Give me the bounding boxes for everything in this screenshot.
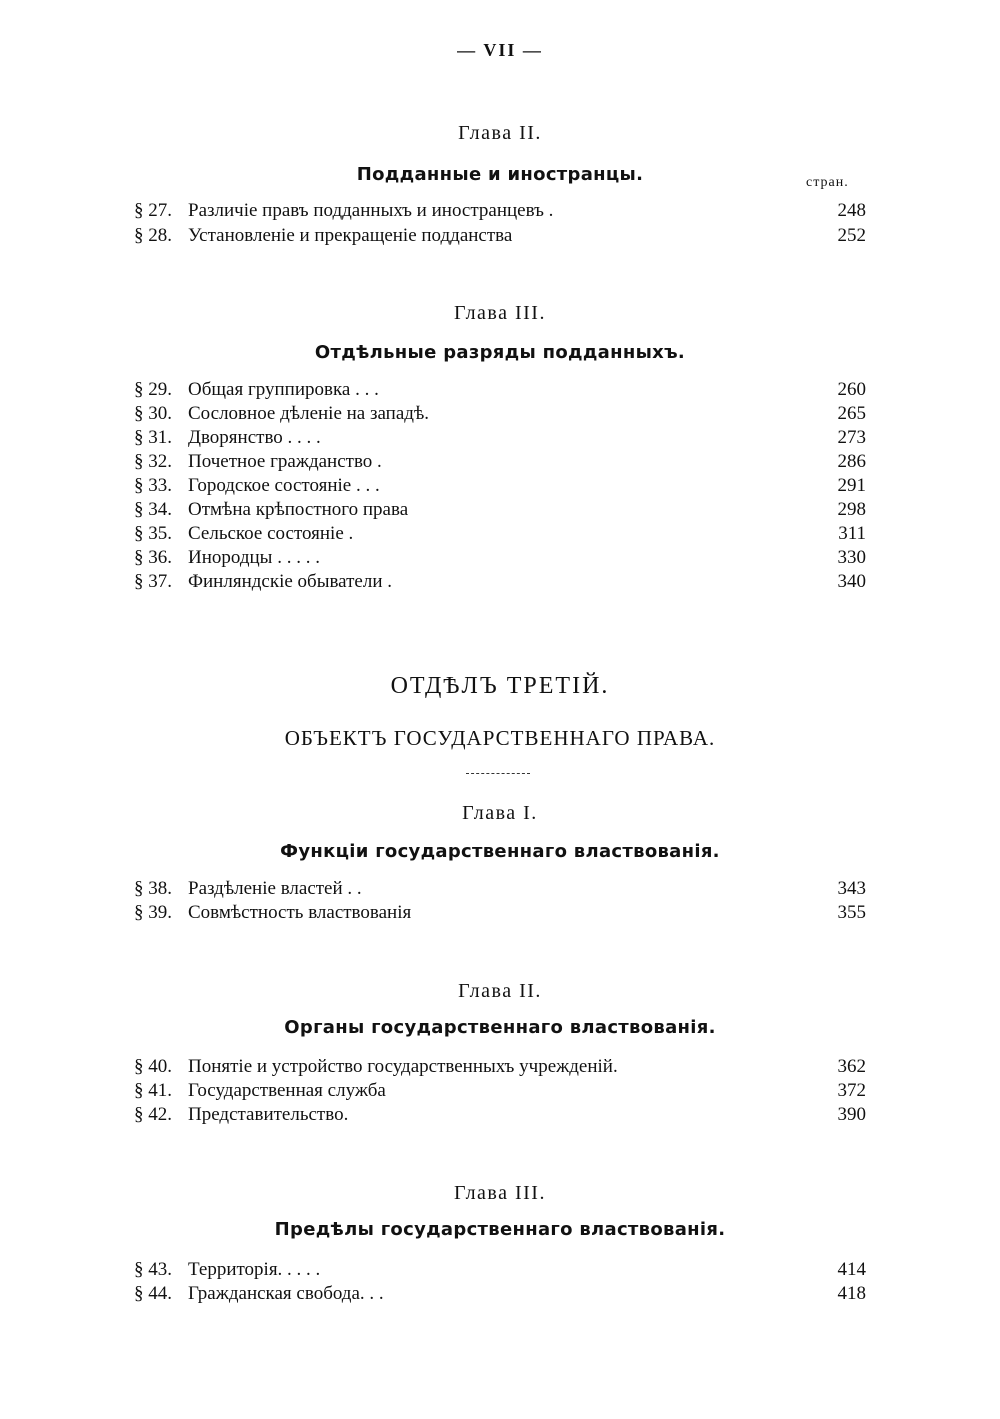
- part-subtitle: ОБЪЕКТЪ ГОСУДАРСТВЕННАГО ПРАВА.: [284, 726, 716, 750]
- toc-entry: [134, 224, 866, 248]
- page-number: — VII —: [457, 40, 543, 60]
- section-number: § 43.: [134, 1259, 172, 1280]
- toc-entry: [134, 199, 866, 223]
- chapter-heading: Подданные и иностранцы.: [356, 164, 644, 185]
- toc-entry: [134, 1055, 866, 1079]
- section-page: 265: [837, 403, 866, 424]
- section-title: Сословное дѣленіе на западѣ.: [188, 403, 430, 424]
- toc-entry: [134, 546, 866, 570]
- section-title: Совмѣстность властвованія: [188, 902, 412, 923]
- section-title: Общая группировка . . .: [188, 379, 379, 400]
- section-number: § 30.: [134, 403, 172, 424]
- chapter-title: Глава II.: [458, 122, 542, 144]
- section-number: § 28.: [134, 225, 172, 246]
- toc-entry: [134, 1103, 866, 1127]
- section-number: § 33.: [134, 475, 172, 496]
- section-page: 286: [837, 451, 866, 472]
- section-page: 414: [837, 1259, 866, 1280]
- section-page: 340: [837, 571, 866, 592]
- section-number: § 36.: [134, 547, 172, 568]
- section-page: 252: [837, 225, 866, 246]
- section-page: 273: [837, 427, 866, 448]
- section-page: 248: [837, 200, 866, 221]
- section-title: Почетное гражданство .: [188, 451, 382, 472]
- section-number: § 44.: [134, 1283, 172, 1304]
- section-page: 372: [837, 1080, 866, 1101]
- section-title: Городское состояніе . . .: [188, 475, 380, 496]
- section-page: 330: [837, 547, 866, 568]
- chapter-heading: Функціи государственнаго властвованія.: [280, 841, 720, 862]
- section-number: § 39.: [134, 902, 172, 923]
- toc-entry: [134, 498, 866, 522]
- section-number: § 27.: [134, 200, 172, 221]
- toc-entry: [134, 1282, 866, 1306]
- section-page: 418: [837, 1283, 866, 1304]
- section-page: 355: [837, 902, 866, 923]
- section-title: Установленіе и прекращеніе подданства: [188, 225, 513, 246]
- section-title: Гражданская свобода. . .: [188, 1283, 384, 1304]
- section-title: Государственная служба: [188, 1080, 386, 1101]
- part-title: ОТДѢЛЪ ТРЕТІЙ.: [390, 673, 610, 699]
- section-title: Финляндскіе обыватели .: [188, 571, 393, 592]
- divider: [466, 773, 530, 774]
- section-title: Территорія. . . . .: [188, 1259, 321, 1280]
- section-page: 260: [837, 379, 866, 400]
- section-title: Различіе правъ подданныхъ и иностранцевъ .: [188, 200, 554, 221]
- toc-entry: [134, 877, 866, 901]
- section-number: § 29.: [134, 379, 172, 400]
- toc-entry: [134, 1258, 866, 1282]
- toc-entry: [134, 522, 866, 546]
- section-number: § 40.: [134, 1056, 172, 1077]
- toc-entry: [134, 378, 866, 402]
- section-title: Представительство.: [188, 1104, 349, 1125]
- section-page: 390: [837, 1104, 866, 1125]
- chapter-title: Глава III.: [454, 302, 546, 324]
- section-title: Сельское состояніе .: [188, 523, 354, 544]
- section-page: 291: [837, 475, 866, 496]
- chapter-title: Глава II.: [458, 980, 542, 1002]
- toc-entry: [134, 402, 866, 426]
- section-number: § 41.: [134, 1080, 172, 1101]
- section-page: 311: [838, 523, 866, 544]
- toc-entry: [134, 450, 866, 474]
- toc-entry: [134, 474, 866, 498]
- section-title: Отмѣна крѣпостного права: [188, 499, 409, 520]
- page-column-label: стран.: [806, 175, 849, 190]
- section-title: Дворянство . . . .: [188, 427, 321, 448]
- chapter-heading: Предѣлы государственнаго властвованія.: [274, 1219, 726, 1240]
- section-number: § 38.: [134, 878, 172, 899]
- section-number: § 37.: [134, 571, 172, 592]
- section-title: Инородцы . . . . .: [188, 547, 320, 568]
- section-title: Раздѣленіе властей . .: [188, 878, 362, 899]
- section-number: § 32.: [134, 451, 172, 472]
- section-number: § 42.: [134, 1104, 172, 1125]
- chapter-title: Глава I.: [462, 802, 538, 824]
- section-number: § 31.: [134, 427, 172, 448]
- chapter-heading: Органы государственнаго властвованія.: [284, 1017, 716, 1038]
- chapter-title: Глава III.: [454, 1182, 546, 1204]
- section-page: 343: [837, 878, 866, 899]
- section-number: § 35.: [134, 523, 172, 544]
- toc-entry: [134, 570, 866, 594]
- section-page: 362: [837, 1056, 866, 1077]
- chapter-heading: Отдѣльные разряды подданныхъ.: [314, 342, 686, 363]
- toc-entry: [134, 1079, 866, 1103]
- toc-entry: [134, 901, 866, 925]
- section-page: 298: [837, 499, 866, 520]
- toc-entry: [134, 426, 866, 450]
- section-title: Понятіе и устройство государственныхъ учрежденій.: [188, 1056, 618, 1077]
- section-number: § 34.: [134, 499, 172, 520]
